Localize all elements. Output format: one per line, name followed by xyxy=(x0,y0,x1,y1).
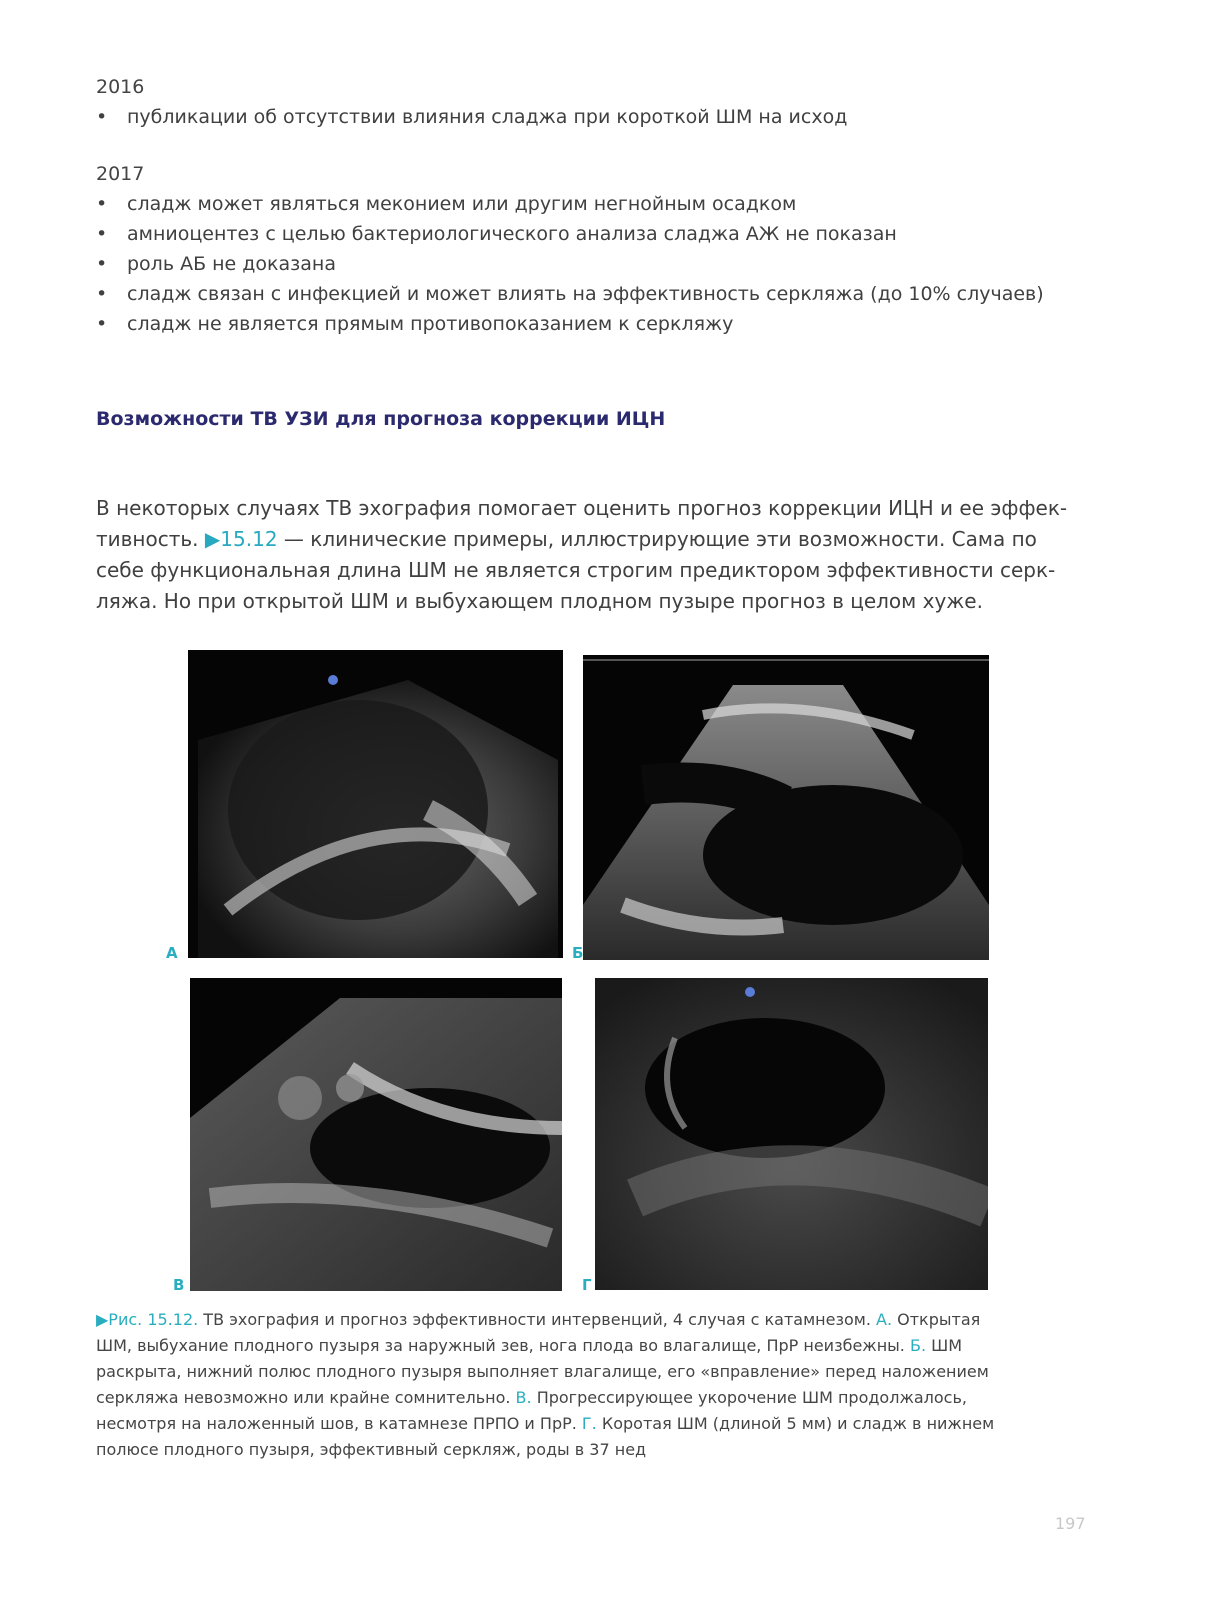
figure-label: ▶Рис. 15.12. xyxy=(96,1310,199,1329)
figure-caption xyxy=(96,1307,1096,1463)
caption-line: раскрыта, нижний полюс плодного пузыря выполняет влагалище, его «вправление» перед наложением xyxy=(96,1362,989,1381)
page-number: 197 xyxy=(1055,1514,1086,1533)
ultrasound-image-b xyxy=(583,655,989,960)
paragraph-line: себе функциональная длина ШМ не является строгим предиктором эффективности серк- xyxy=(96,558,1056,582)
list-item: • публикации об отсутствии влияния сладжа при короткой ШМ на исход xyxy=(96,106,848,128)
caption-line: ▶Рис. 15.12. ТВ эхография и прогноз эффективности интервенций, 4 случая с катамнезом. А. Открытая xyxy=(96,1310,981,1329)
caption-line: ШМ, выбухание плодного пузыря за наружный зев, нога плода во влагалище, ПрР неизбежны. Б. ШМ xyxy=(96,1336,963,1355)
paragraph-line: ляжа. Но при открытой ШМ и выбухающем плодном пузыре прогноз в целом хуже. xyxy=(96,589,983,613)
ultrasound-image-c xyxy=(190,978,562,1291)
panel-label-d: Г xyxy=(582,1276,592,1294)
panel-label-a: А xyxy=(166,944,178,962)
caption-line: несмотря на наложенный шов, в катамнезе ПРПО и ПрР. Г. Коротая ШМ (длиной 5 мм) и сладж в нижнем xyxy=(96,1414,995,1433)
list-item: • роль АБ не доказана xyxy=(96,253,336,275)
section-heading: Возможности ТВ УЗИ для прогноза коррекции ИЦН xyxy=(96,408,666,430)
caption-line: серкляжа невозможно или крайне сомнительно. В. Прогрессирующее укорочение ШМ продолжалось, xyxy=(96,1388,967,1407)
list-item: • сладж связан с инфекцией и может влиять на эффективность серкляжа (до 10% случаев) xyxy=(96,283,1044,305)
figure-reference: ▶15.12 xyxy=(204,527,278,551)
body-paragraph xyxy=(96,493,1086,617)
year-2017: 2017 xyxy=(96,163,145,185)
paragraph-line: В некоторых случаях ТВ эхография помогает оценить прогноз коррекции ИЦН и ее эффек- xyxy=(96,496,1068,520)
paragraph-line: тивность. ▶15.12 — клинические примеры, иллюстрирующие эти возможности. Сама по xyxy=(96,527,1037,551)
ultrasound-image-d xyxy=(595,978,988,1290)
list-item: • сладж может являться меконием или другим негнойным осадком xyxy=(96,193,797,215)
bullet-list-2017 xyxy=(96,189,1044,339)
list-item: • сладж не является прямым противопоказанием к серкляжу xyxy=(96,313,734,335)
panel-label-c: В xyxy=(173,1276,185,1294)
bullet-list-2016 xyxy=(96,102,847,132)
panel-label-b: Б xyxy=(572,944,584,962)
list-item: • амниоцентез с целью бактериологического анализа сладжа АЖ не показан xyxy=(96,223,897,245)
caption-line: полюсе плодного пузыря, эффективный серкляж, роды в 37 нед xyxy=(96,1440,647,1459)
year-2016: 2016 xyxy=(96,76,145,98)
ultrasound-image-a xyxy=(188,650,563,958)
